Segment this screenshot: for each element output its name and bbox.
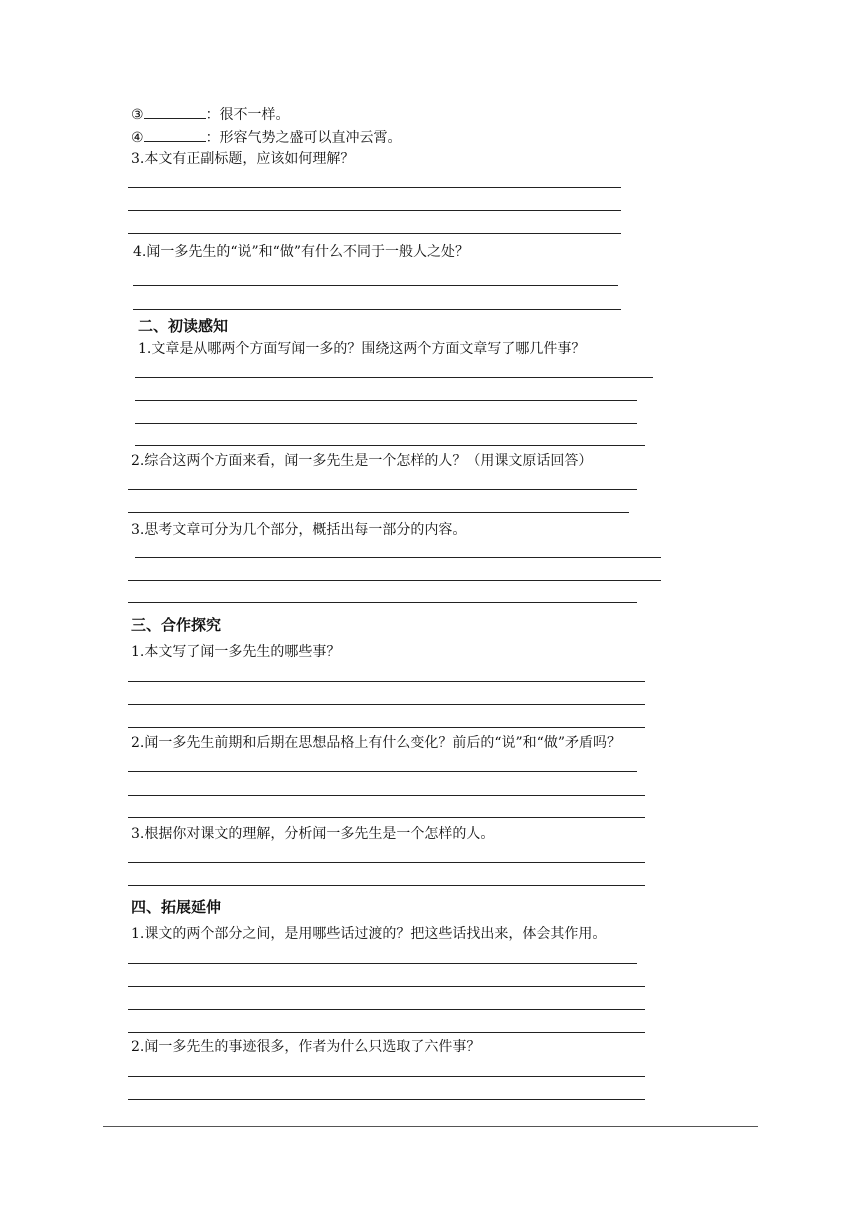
section-heading-3: 三、合作探究: [131, 616, 222, 634]
answer-line[interactable]: [128, 681, 645, 682]
answer-line[interactable]: [128, 489, 637, 490]
answer-line[interactable]: [135, 557, 661, 558]
answer-line[interactable]: [128, 862, 645, 863]
question-s3-q1: 1.本文写了闻一多先生的哪些事？: [131, 644, 341, 660]
question-s2-q1: 1.文章是从哪两个方面写闻一多的？围绕这两个方面文章写了哪几件事？: [138, 341, 586, 357]
answer-line[interactable]: [135, 377, 653, 378]
vocab-text-4: ：形容气势之盛可以直冲云霄。: [205, 130, 402, 146]
answer-line[interactable]: [128, 1032, 645, 1033]
vocab-item-4: [131, 128, 402, 147]
question-s4-q2: 2.闻一多先生的事迹很多，作者为什么只选取了六件事？: [131, 1039, 481, 1055]
answer-line[interactable]: [133, 285, 618, 286]
answer-line[interactable]: [128, 885, 645, 886]
question-s4-q1: 1.课文的两个部分之间，是用哪些话过渡的？把这些话找出来，体会其作用。: [131, 926, 607, 942]
answer-line[interactable]: [135, 423, 637, 424]
footer-divider: [103, 1126, 758, 1127]
vocab-blank-4[interactable]: [144, 128, 206, 142]
answer-line[interactable]: [128, 771, 637, 772]
answer-line[interactable]: [128, 704, 645, 705]
answer-line[interactable]: [135, 400, 637, 401]
question-s1-q4: 4.闻一多先生的“说”和“做”有什么不同于一般人之处？: [133, 244, 469, 260]
vocab-marker-3: ③: [131, 107, 144, 123]
answer-line[interactable]: [128, 986, 645, 987]
answer-line[interactable]: [128, 187, 621, 188]
section-heading-4: 四、拓展延伸: [131, 898, 222, 916]
section-heading-2: 二、初读感知: [138, 317, 229, 335]
answer-line[interactable]: [128, 512, 629, 513]
question-s2-q2: 2.综合这两个方面来看，闻一多先生是一个怎样的人？（用课文原话回答）: [131, 453, 593, 469]
answer-line[interactable]: [128, 1009, 645, 1010]
answer-line[interactable]: [128, 210, 621, 211]
question-s1-q3: 3.本文有正副标题，应该如何理解？: [131, 151, 355, 167]
answer-line[interactable]: [128, 580, 661, 581]
answer-line[interactable]: [128, 963, 637, 964]
vocab-blank-3[interactable]: [144, 105, 206, 119]
answer-line[interactable]: [128, 795, 645, 796]
answer-line[interactable]: [135, 445, 645, 446]
answer-line[interactable]: [128, 817, 645, 818]
question-s2-q3: 3.思考文章可分为几个部分，概括出每一部分的内容。: [131, 522, 467, 538]
vocab-marker-4: ④: [131, 130, 144, 146]
answer-line[interactable]: [128, 1076, 645, 1077]
vocab-item-3: [131, 105, 290, 124]
question-s3-q2: 2.闻一多先生前期和后期在思想品格上有什么变化？前后的“说”和“做”矛盾吗？: [131, 735, 621, 751]
answer-line[interactable]: [128, 1099, 645, 1100]
answer-line[interactable]: [128, 602, 637, 603]
answer-line[interactable]: [128, 233, 621, 234]
question-s3-q3: 3.根据你对课文的理解，分析闻一多先生是一个怎样的人。: [131, 826, 495, 842]
answer-line[interactable]: [133, 309, 621, 310]
answer-line[interactable]: [128, 727, 645, 728]
vocab-text-3: ：很不一样。: [205, 107, 290, 123]
